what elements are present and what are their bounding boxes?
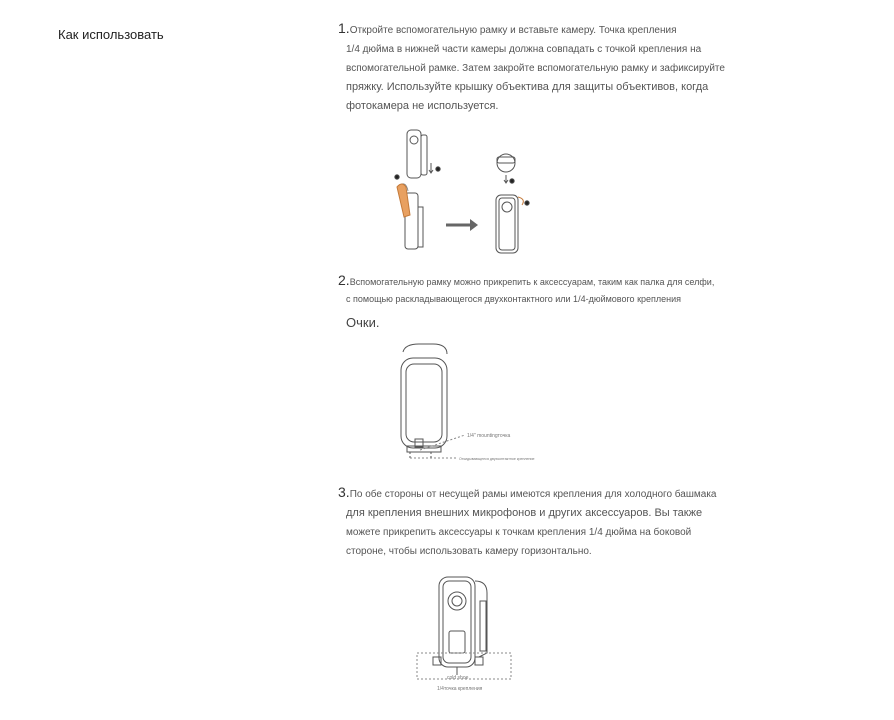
step-line: Вспомогательную рамку можно прикрепить к аксессуарам, таким как палка для селфи, — [349, 277, 715, 287]
step-line: стороне, чтобы использовать камеру горизонтально. — [346, 546, 592, 557]
cold-shoe-label: cold shoe — [447, 675, 469, 681]
step-line: 1/4 дюйма в нижней части камеры должна совпадать с точкой крепления на — [346, 44, 702, 55]
step-line: пряжку. Используйте крышку объектива для защиты объективов, когда — [346, 81, 709, 93]
step-3 — [338, 483, 728, 561]
section-title: Как использовать — [58, 27, 164, 42]
step-line: вспомогательной рамке. Затем закройте вспомогательную рамку и зафиксируйте — [346, 63, 725, 74]
mount-point-label: 1/4точка крепления — [437, 686, 483, 692]
step-2 — [338, 272, 728, 331]
step-1 — [338, 19, 728, 116]
step-number: 1. — [338, 20, 350, 36]
figure-2-illustration — [395, 342, 570, 470]
figure-3-illustration — [413, 573, 518, 695]
step-line: можете прикрепить аксессуары к точкам крепления 1/4 дюйма на боковой — [346, 527, 692, 538]
step-line: для крепления внешних микрофонов и других аксессуаров. Вы также — [346, 507, 703, 519]
step-line: По обе стороны от несущей рамы имеются крепления для холодного башмака — [349, 489, 717, 500]
step-line: фотокамера не используется. — [346, 100, 499, 112]
mount-point-label: 1/4" mountingточка — [467, 433, 511, 439]
step-number: 2. — [338, 272, 350, 288]
step-line: Откройте вспомогательную рамку и вставьте камеру. Точка крепления — [349, 25, 677, 36]
step-line: с помощью раскладывающегося двухконтактного или 1/4-дюймового крепления — [346, 294, 682, 304]
figure-1-illustration — [388, 125, 548, 257]
step-number: 3. — [338, 484, 350, 500]
folding-mount-label: Откидывающееся двухконтактное крепление — [459, 457, 535, 461]
step-line: Очки. — [346, 315, 380, 330]
